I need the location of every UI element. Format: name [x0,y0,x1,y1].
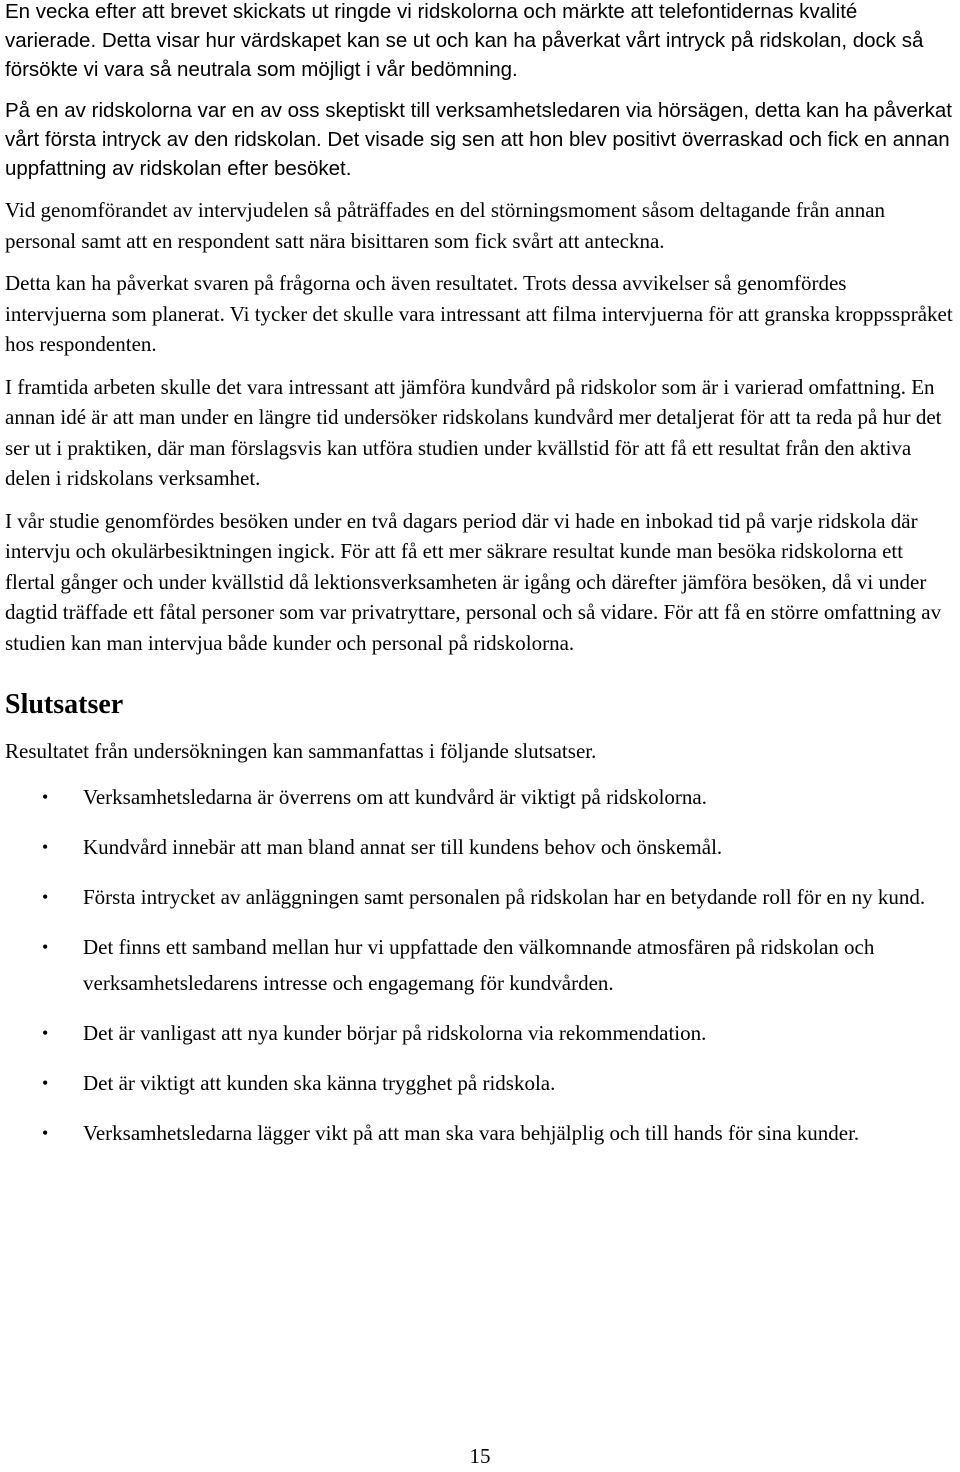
list-item-text: Kundvård innebär att man bland annat ser till kundens behov och önskemål. [83,834,723,859]
section-intro: Resultatet från undersökningen kan sammanfattas i följande slutsatser. [5,739,597,763]
list-item [5,779,953,815]
document-page [5,0,953,1165]
list-item-text: Det är viktigt att kunden ska känna trygghet på ridskola. [83,1070,556,1095]
bullet-icon: • [42,1122,49,1143]
list-item [5,1115,953,1151]
bullet-icon: • [42,886,49,907]
conclusions-list [5,779,953,1151]
paragraph-first-impression: På en av ridskolorna var en av oss skeptiskt till verksamhetsledaren via hörsägen, detta kan ha påverkat vårt första intryck av den ridskolan. Det visade sig sen att hon blev positivt överraskad och fick en annan uppfattning av ridskolan efter besöket. [5,99,952,180]
paragraph-future-work: I framtida arbeten skulle det vara intressant att jämföra kundvård på ridskolor som är i varierad omfattning. En annan idé är att man under en längre tid undersöker ridskolans kundvård mer detaljerat för att ta reda på hur det ser ut i praktiken, där man förslagsvis kan utföra studien under kvällstid för att få ett resultat från den aktiva delen i ridskolans verksamhet. [5,374,942,490]
list-item [5,929,953,1001]
section-heading: Slutsatser [5,689,124,720]
list-item [5,1015,953,1051]
paragraph-phone-contact: En vecka efter att brevet skickats ut ringde vi ridskolorna och märkte att telefontidernas kvalité varierade. Detta visar hur värdskapet kan se ut och kan ha påverkat vårt intryck på ridskolan, dock så försökte vi vara så neutrala som möjligt i vår bedömning. [5,0,924,81]
list-item [5,1065,953,1101]
list-item-text: Det finns ett samband mellan hur vi uppfattade den välkomnande atmosfären på ridskolan och verksamhetsledarens intresse och engagemang för kundvården. [83,934,875,995]
bullet-icon: • [42,936,49,957]
paragraph-study-method: I vår studie genomfördes besöken under en två dagars period där vi hade en inbokad tid på varje ridskola där intervju och okulärbesiktningen ingick. För att få ett mer säkrare resultat kunde man besöka ridskolorna ett flertal gånger och under kvällstid då lektionsverksamheten är igång och därefter jämföra besöken, då vi under dagtid träffade ett fåtal personer som var privatryttare, personal och så vidare. För att få en större omfattning av studien kan man intervjua både kunder och personal på ridskolorna. [5,508,942,655]
paragraph-deviations: Detta kan ha påverkat svaren på frågorna och även resultatet. Trots dessa avvikelser så genomfördes intervjuerna som planerat. Vi tycker det skulle vara intressant att filma intervjuerna för att granska kroppsspråket hos respondenten. [5,271,953,356]
bullet-icon: • [42,1022,49,1043]
bullet-icon: • [42,1072,49,1093]
bullet-icon: • [42,786,49,807]
list-item-text: Det är vanligast att nya kunder börjar på ridskolorna via rekommendation. [83,1020,707,1045]
list-item [5,829,953,865]
paragraph-interview-disturbances: Vid genomförandet av intervjudelen så påträffades en del störningsmoment såsom deltagande från annan personal samt att en respondent satt nära bisittaren som fick svårt att anteckna. [5,198,886,253]
list-item-text: Verksamhetsledarna är överrens om att kundvård är viktigt på ridskolorna. [83,784,707,809]
bullet-icon: • [42,836,49,857]
list-item [5,879,953,915]
list-item-text: Första intrycket av anläggningen samt personalen på ridskolan har en betydande roll för en ny kund. [83,884,926,909]
list-item-text: Verksamhetsledarna lägger vikt på att man ska vara behjälplig och till hands för sina kunder. [83,1120,860,1145]
page-number: 15 [469,1444,491,1468]
